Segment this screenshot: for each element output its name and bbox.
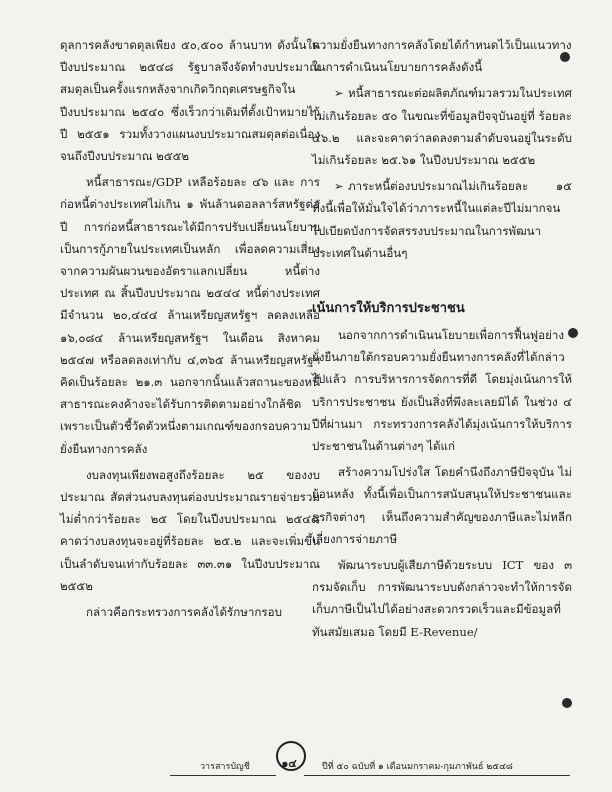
arrow-bullet-icon: ➢ <box>334 179 344 194</box>
punch-hole <box>562 698 572 708</box>
left-column <box>60 34 320 623</box>
bullet-text: ภาระหนี้ต่องบประมาณไม่เกินร้อยละ ๑๕ ทั้งนี้เพื่อให้มั่นใจได้ว่าภาระหนี้ในแต่ละปีไม่มากจนไปเบียดบังการจัดสรรงบประมาณในการพัฒนาประเทศในด้านอื่นๆ <box>312 179 572 260</box>
issue-info: ปีที่ ๕๐ ฉบับที่ ๑ เดือนมกราคม-กุมภาพันธ์ ๒๕๔๘ <box>322 762 513 772</box>
page-footer <box>0 735 612 775</box>
footer-rule <box>304 775 570 776</box>
bullet-item <box>312 175 572 264</box>
footer-rule <box>170 775 276 776</box>
paragraph: ความยั่งยืนทางการคลังโดยได้กำหนดไว้เป็นแนวทางในการดำเนินนโยบายการคลังดังนี้ <box>312 38 572 75</box>
bullet-item <box>312 82 572 171</box>
paragraph-transparency: สร้างความโปร่งใส โดยคำนึงถึงภาษีปัจจุบัน ไม่ย้อนหลัง ทั้งนี้เพื่อเป็นการสนับสนุนให้ประชาชนและธุรกิจต่างๆ เห็นถึงความสำคัญของภาษีและไม่หลีกเลี่ยงการจ่ายภาษี <box>312 465 572 546</box>
arrow-bullet-icon: ➢ <box>334 86 344 101</box>
right-column <box>312 34 572 643</box>
paragraph-ict: พัฒนาระบบผู้เสียภาษีด้วยระบบ ICT ของ ๓ กรมจัดเก็บ การพัฒนาระบบดังกล่าวจะทำให้การจัดเก็บภาษีเป็นไปได้อย่างสะดวกรวดเร็วและมีข้อมูลที่ทันสมัยเสมอ โดยมี E-Revenue/ <box>312 558 572 639</box>
bullet-text: หนี้สาธารณะต่อผลิตภัณฑ์มวลรวมในประเทศไม่เกินร้อยละ ๕๐ ในขณะที่ข้อมูลปัจจุบันอยู่ที่ ร้อยละ ๔๖.๒ และจะคาดว่าลดลงตามลำดับจนอยู่ในระดับไม่เกินร้อยละ ๒๕.๖๑ ในปีงบประมาณ ๒๕๕๒ <box>312 86 572 168</box>
section-heading: เน้นการให้บริการประชาชน <box>312 301 465 317</box>
page-number: ๑๔ <box>281 757 297 770</box>
paragraph-investment-budget: งบลงทุนเพียงพอสูงถึงร้อยละ ๒๕ ของงบประมาณ สัดส่วนงบลงทุนต่องบประมาณรายจ่ายรวมไม่ต่ำกว่าร้อยละ ๒๕ โดยในปีงบประมาณ ๒๕๔๘ คาดว่างบลงทุนจะอยู่ที่ร้อยละ ๒๕.๒ และจะเพิ่มขึ้นเป็นลำดับจนเท่ากับร้อยละ ๓๓.๓๑ ในปีงบประมาณ ๒๕๕๒ <box>60 467 320 593</box>
paragraph: นอกจากการดำเนินนโยบายเพื่อการฟื้นฟูอย่างยั่งยืนภายใต้กรอบความยั่งยืนทางการคลังที่ได้กล่าวไปแล้ว การบริหารการจัดการที่ดี โดยมุ่งเน้นการให้บริการประชาชน ยังเป็นสิ่งที่พึงละเลยมิได้ ในช่วง ๔ ปีที่ผ่านมา กระทรวงการคลังได้มุ่งเน้นการให้บริการประชาชนในด้านต่างๆ ได้แก่ <box>312 328 572 454</box>
paragraph-public-debt: หนี้สาธารณะ/GDP เหลือร้อยละ ๔๖ และ การก่อหนี้ต่างประเทศไม่เกิน ๑ พันล้านดอลลาร์สหรัฐต่อปี การก่อหนี้สาธารณะได้มีการปรับเปลี่ยนนโยบายเป็นการกู้ภายในประเทศเป็นหลัก เพื่อลดความเสี่ยงจากความผันผวนของอัตราแลกเปลี่ยน หนี้ต่างประเทศ ณ สิ้นปีงบประมาณ ๒๕๔๔ หนี้ต่างประเทศมีจำนวน ๒๐,๔๔๔ ล้านเหรียญสหรัฐฯ ลดลงเหลือ ๑๖,๐๘๔ ล้านเหรียญสหรัฐฯ ในเดือน สิงหาคม ๒๕๔๗ หรือลดลงเท่ากับ ๔,๓๖๕ ล้านเหรียญสหรัฐฯ คิดเป็นร้อยละ ๒๑.๓ นอกจากนั้นแล้วสถานะของหนี้สาธารณะคงค้างจะได้รับการติดตามอย่างใกล้ชิดเพราะเป็นตัวชี้วัดตัวหนึ่งตามเกณฑ์ของกรอบความยั่งยืนทางการคลัง <box>60 175 320 456</box>
journal-name: วารสารบัญชี <box>200 762 250 772</box>
paragraph: กล่าวคือกระทรวงการคลังได้รักษากรอบ <box>86 605 282 620</box>
paragraph: ดุลการคลังขาดดุลเพียง ๕๐,๕๐๐ ล้านบาท ดังนั้นในปีงบประมาณ ๒๕๔๘ รัฐบาลจึงจัดทำงบประมาณสมดุลเป็นครั้งแรกหลังจากเกิดวิกฤตเศรษฐกิจในปีงบประมาณ ๒๕๔๐ ซึ่งเร็วกว่าเดิมที่ตั้งเป้าหมายไว้ปี ๒๕๕๑ รวมทั้งวางแผนงบประมาณสมดุลต่อเนื่องจนถึงปีงบประมาณ ๒๕๕๒ <box>60 38 320 164</box>
